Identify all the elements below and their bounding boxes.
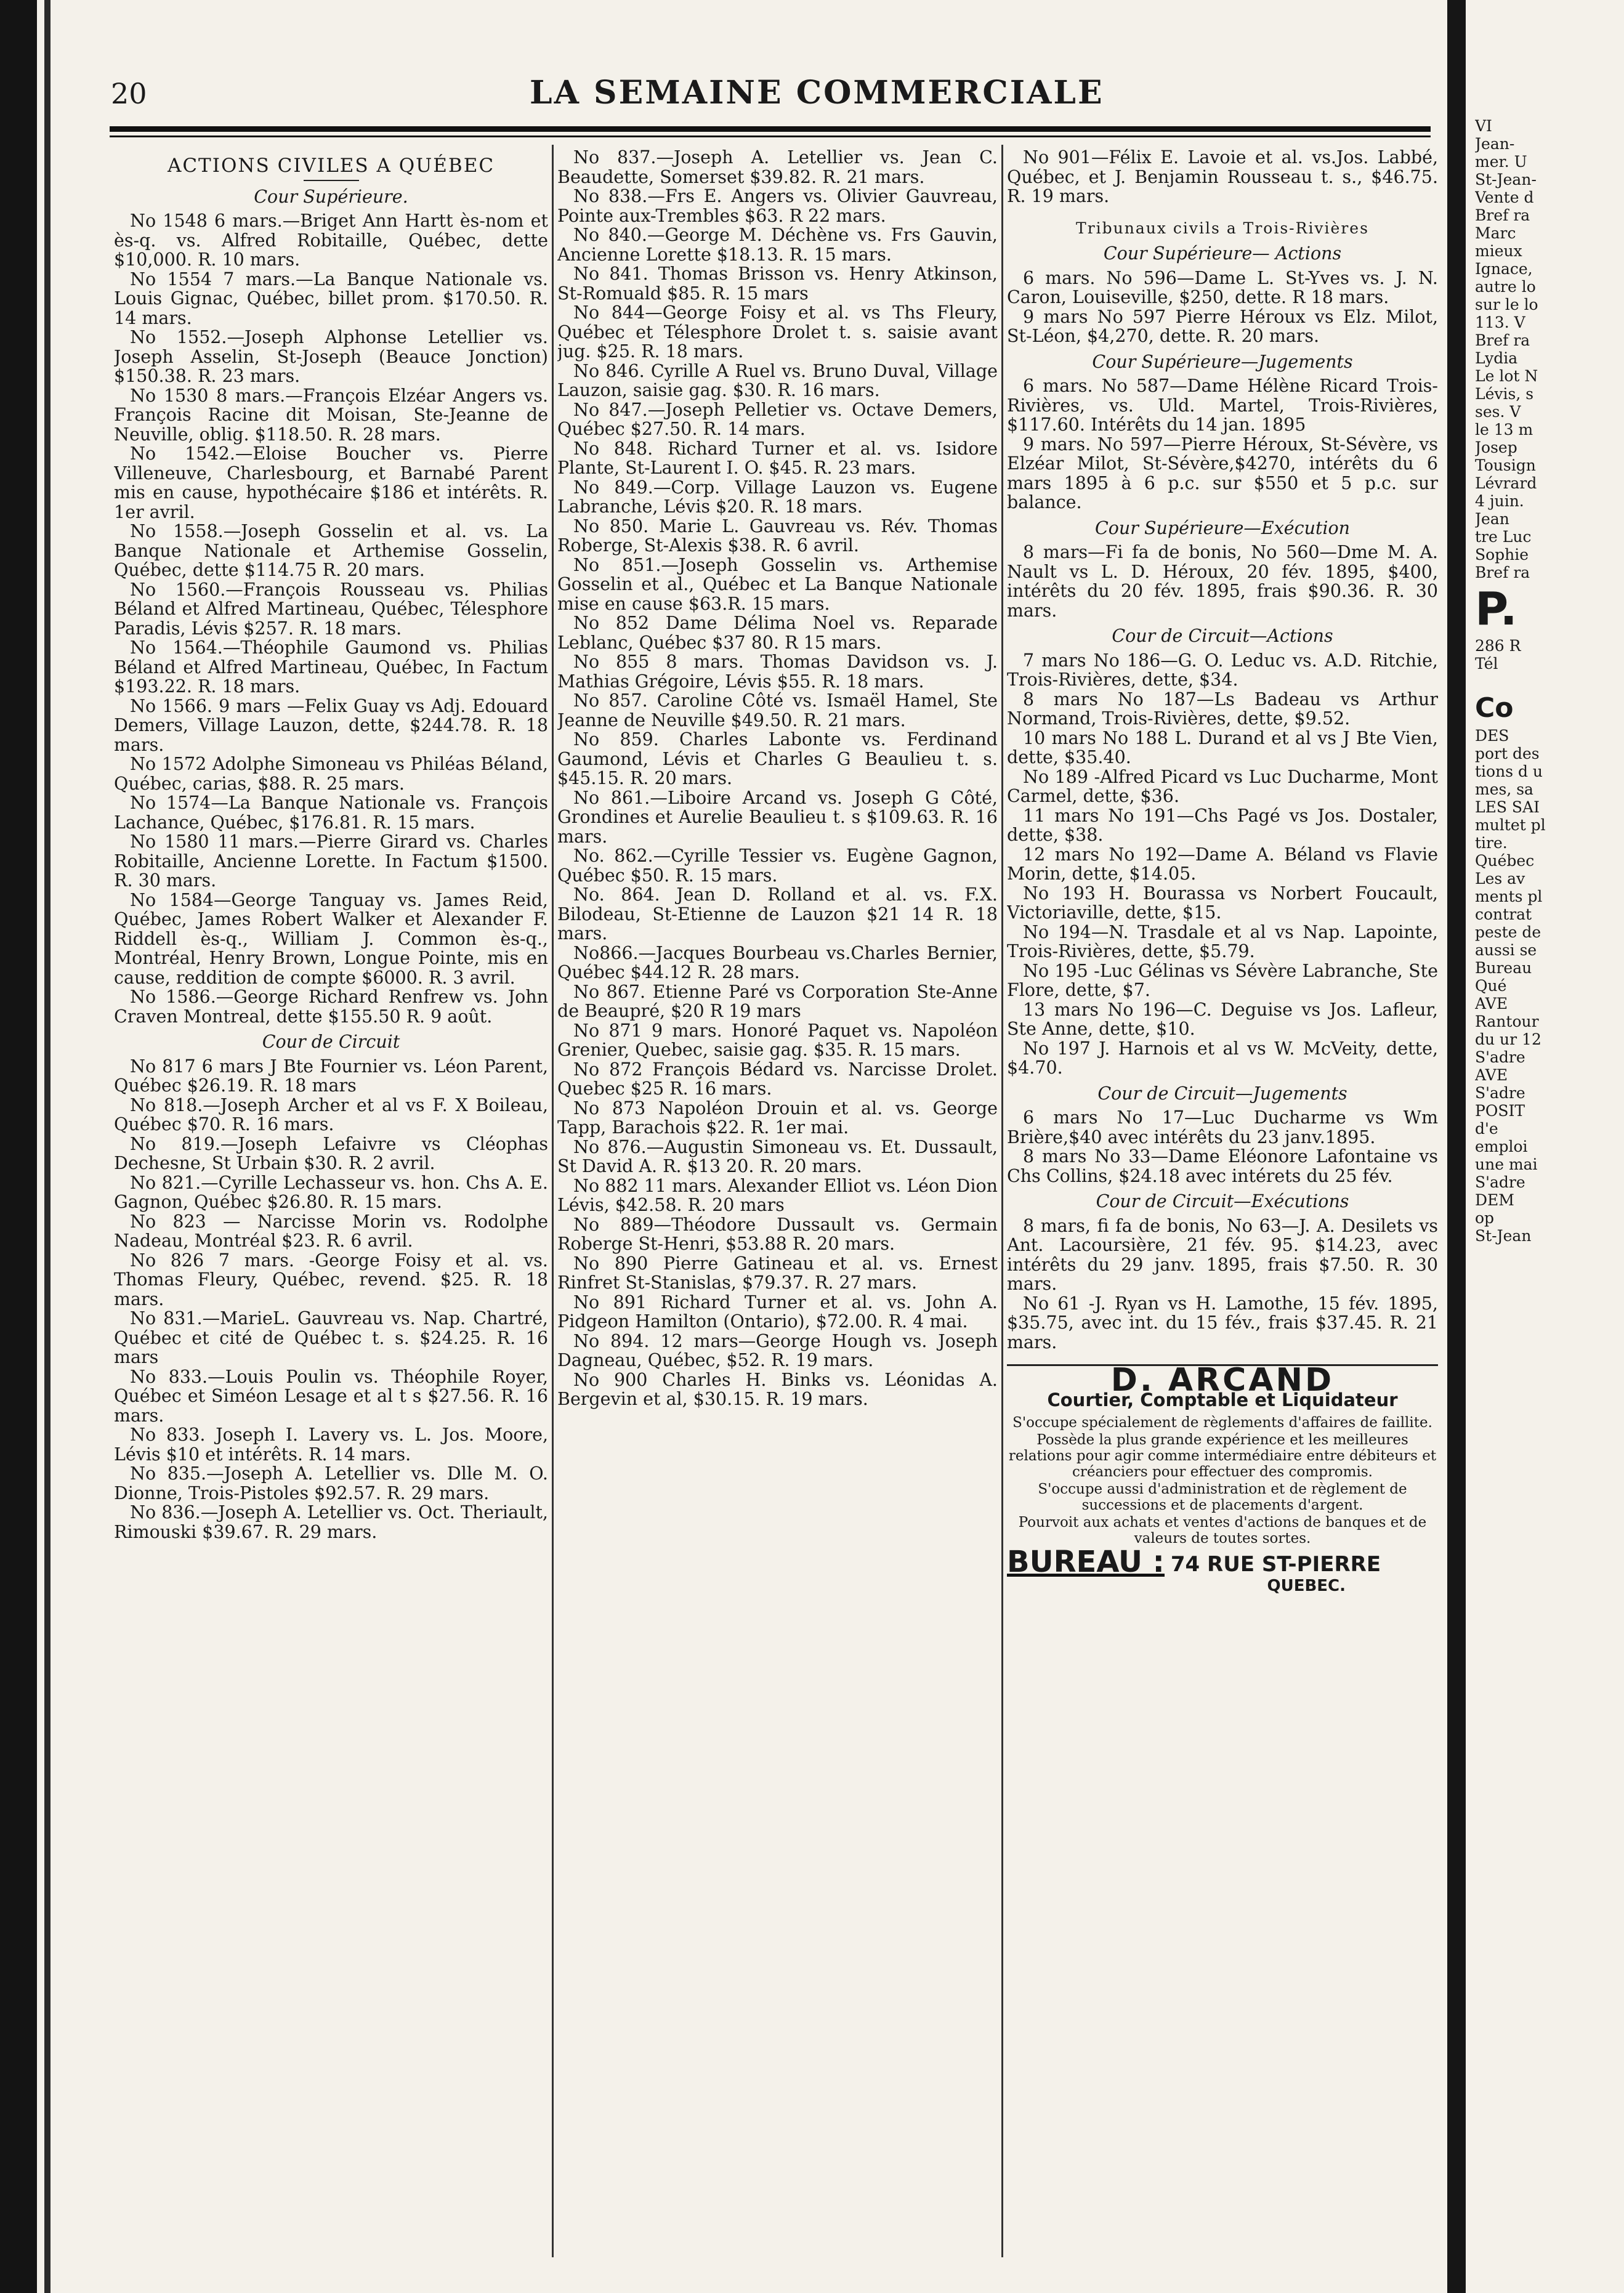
entries-circuit-executions	[1007, 1216, 1438, 1353]
case-entry: 8 mars No 33—Dame Eléonore Lafontaine vs Chs Collins, $24.18 avec intérets du 25 fév.	[1007, 1146, 1438, 1186]
page-gutter	[1447, 0, 1466, 2293]
case-entry: 10 mars No 188 L. Durand et al vs J Bte Vien, dette, $35.40.	[1007, 727, 1438, 767]
entries-sup-execution	[1007, 543, 1438, 620]
text-line: 4 juin.	[1475, 492, 1524, 510]
court-heading: Cour Supérieure—Jugements	[1092, 351, 1353, 372]
case-entry: No 861.—Liboire Arcand vs. Joseph G Côté, Grondines et Aurelie Beaulieu t. s $109.63. R. 16 mars.	[557, 787, 998, 847]
text-line: aussi se	[1475, 941, 1537, 959]
text-line: AVE	[1475, 995, 1508, 1013]
text-line: tre Luc	[1475, 528, 1532, 546]
text-line: Josep	[1475, 439, 1517, 456]
ad-name: D. ARCAND	[1110, 1362, 1335, 1399]
court-heading: Cour Supérieure.	[254, 186, 408, 207]
ad-city: QUEBEC.	[1267, 1576, 1346, 1595]
text-line: Jean	[1475, 510, 1509, 528]
text-line: DEM	[1475, 1191, 1514, 1209]
text-line: Les av	[1475, 870, 1525, 888]
case-entry: No 849.—Corp. Village Lauzon vs. Eugene Labranche, Lévis $20. R. 18 mars.	[557, 477, 998, 517]
case-entry: No 1586.—George Richard Renfrew vs. John Craven Montreal, dette $155.50 R. 9 août.	[114, 987, 548, 1027]
case-entry: No 823 — Narcisse Morin vs. Rodolphe Nadeau, Montréal $23. R. 6 avril.	[114, 1211, 548, 1251]
text-line: ments pl	[1475, 888, 1543, 905]
text-line: St-Jean	[1475, 1227, 1532, 1245]
column-divider	[1001, 145, 1003, 2257]
case-entry: No 826 7 mars. -George Foisy et al. vs. Thomas Fleury, Québec, revend. $25. R. 18 mars.	[114, 1250, 548, 1309]
case-entry: No 193 H. Bourassa vs Norbert Foucault, Victoriaville, dette, $15.	[1007, 883, 1438, 923]
case-entry: No 859. Charles Labonte vs. Ferdinand Gaumond, Lévis et Charles G Beaulieu t. s. $45.15. R. 20 mars.	[557, 729, 998, 788]
case-entry: No 846. Cyrille A Ruel vs. Bruno Duval, Village Lauzon, saisie gag. $30. R. 16 mars.	[557, 360, 998, 400]
text-line: tire.	[1475, 834, 1508, 852]
case-entry: No 1566. 9 mars —Felix Guay vs Adj. Edouard Demers, Village Lauzon, dette, $244.78. R. 18 mars.	[114, 695, 548, 755]
text-line: peste de	[1475, 923, 1541, 941]
case-entry: No 844—George Foisy et al. vs Ths Fleury, Québec et Télesphore Drolet t. s. saisie avant jug. $25. R. 18 mars.	[557, 302, 998, 362]
case-entry: No 1554 7 mars.—La Banque Nationale vs. Louis Gignac, Québec, billet prom. $170.50. R. 14 mars.	[114, 269, 548, 328]
adjacent-page-fragment	[1475, 117, 1624, 2260]
case-entry: No 1574—La Banque Nationale vs. François Lachance, Québec, $176.81. R. 15 mars.	[114, 793, 548, 833]
text-line: une mai	[1475, 1155, 1538, 1173]
case-entry: 6 mars. No 596—Dame L. St-Yves vs. J. N. Caron, Louiseville, $250, dette. R 18 mars.	[1007, 267, 1438, 307]
text-line: Sophie	[1475, 546, 1529, 564]
ad-address-row	[1007, 1545, 1438, 1579]
text-line: Jean-	[1475, 135, 1515, 153]
case-entry: No 873 Napoléon Drouin et al. vs. George Tapp, Barachois $22. R. 1er mai.	[557, 1098, 998, 1138]
case-entry: No 848. Richard Turner et al. vs. Isidore Plante, St-Laurent I. O. $45. R. 23 mars.	[557, 438, 998, 478]
case-entry: No 818.—Joseph Archer et al vs F. X Boileau, Québec $70. R. 16 mars.	[114, 1094, 548, 1134]
text-line: St-Jean-	[1475, 171, 1537, 188]
text-line: multet pl	[1475, 816, 1546, 834]
section-title-trois-rivieres: Tribunaux civils a Trois-Rivières	[1076, 219, 1369, 237]
case-entry: 6 mars. No 587—Dame Hélène Ricard Trois-Rivières, vs. Uld. Martel, Trois-Rivières, $117.60. Intérêts du 14 jan. 1895	[1007, 376, 1438, 435]
case-entry: No 847.—Joseph Pelletier vs. Octave Demers, Québec $27.50. R. 14 mars.	[557, 399, 998, 439]
case-entry: 8 mars—Fi fa de bonis, No 560—Dme M. A. Nault vs L. D. Héroux, 20 fév. 1895, $400, intérêts du 20 fév. 1895, frais $90.36. R. 30 mars.	[1007, 542, 1438, 621]
text-line: Marc	[1475, 224, 1516, 242]
fragment-text	[1475, 637, 1624, 673]
case-entry: No 840.—George M. Déchène vs. Frs Gauvin, Ancienne Lorette $18.13. R. 15 mars.	[557, 225, 998, 265]
fragment-gap	[1475, 673, 1624, 690]
text-line: 113. V	[1475, 313, 1525, 331]
case-entry: No 61 -J. Ryan vs H. Lamothe, 15 fév. 1895, $35.75, avec int. du 15 fév., frais $37.45. R. 21 mars.	[1007, 1293, 1438, 1353]
case-entry: No 900 Charles H. Binks vs. Léonidas A. Bergevin et al, $30.15. R. 19 mars.	[557, 1369, 998, 1409]
text-line: Rantour	[1475, 1013, 1539, 1030]
case-entry: No 195 -Luc Gélinas vs Sévère Labranche, Ste Flore, dette, $7.	[1007, 960, 1438, 1000]
text-line: mieux	[1475, 242, 1522, 260]
text-line: Bref ra	[1475, 331, 1530, 349]
text-line: Le lot N	[1475, 367, 1538, 385]
case-entry: No 1564.—Théophile Gaumond vs. Philias Béland et Alfred Martineau, Québec, In Factum $193.22. R. 18 mars.	[114, 637, 548, 697]
case-entry: No 1542.—Eloise Boucher vs. Pierre Villeneuve, Charlesbourg, et Barnabé Parent mis en cause, hypothécaire $186 et intérêts. R. 1er avril.	[114, 443, 548, 522]
text-line: tions d u	[1475, 762, 1543, 780]
text-line: sur le lo	[1475, 296, 1538, 313]
binding-shadow	[0, 0, 37, 2293]
case-entry: No 833. Joseph I. Lavery vs. L. Jos. Moore, Lévis $10 et intérêts. R. 14 mars.	[114, 1425, 548, 1465]
case-entry: No 857. Caroline Côté vs. Ismaël Hamel, Ste Jeanne de Neuville $49.50. R. 21 mars.	[557, 690, 998, 730]
case-entry: 13 mars No 196—C. Deguise vs Jos. Lafleur, Ste Anne, dette, $10.	[1007, 999, 1438, 1039]
text-line: VI	[1475, 117, 1492, 135]
court-heading: Cour de Circuit—Actions	[1112, 626, 1333, 646]
case-entry: No 817 6 mars J Bte Fournier vs. Léon Parent, Québec $26.19. R. 18 mars	[114, 1056, 548, 1096]
text-line: Lydia	[1475, 349, 1518, 367]
case-entry: No 867. Etienne Paré vs Corporation Ste-Anne de Beaupré, $20 R 19 mars	[557, 981, 998, 1021]
case-entry: 7 mars No 186—G. O. Leduc vs. A.D. Ritchie, Trois-Rivières, dette, $34.	[1007, 650, 1438, 690]
case-entry: No 841. Thomas Brisson vs. Henry Atkinson, St-Romuald $85. R. 15 mars	[557, 264, 998, 304]
case-entry: No 194—N. Trasdale et al vs Nap. Lapointe, Trois-Rivières, dette, $5.79.	[1007, 921, 1438, 961]
fragment-text	[1475, 727, 1624, 1245]
fragment-text	[1475, 117, 1624, 581]
text-line: LES SAI	[1475, 798, 1540, 816]
case-entry: No 901—Félix E. Lavoie et al. vs.Jos. Labbé, Québec, et J. Benjamin Rousseau t. s., $46.75. R. 19 mars.	[1007, 148, 1438, 206]
ad-bureau-label: BUREAU :	[1007, 1545, 1165, 1579]
case-entry: No 891 Richard Turner et al. vs. John A. Pidgeon Hamilton (Ontario), $72.00. R. 4 mai.	[557, 1292, 998, 1332]
masthead-title: LA SEMAINE COMMERCIALE	[530, 74, 1104, 111]
court-heading: Cour Supérieure—Exécution	[1094, 517, 1351, 538]
text-line: mes, sa	[1475, 780, 1533, 798]
column-divider	[552, 145, 554, 2257]
court-heading: Cour de Circuit	[262, 1032, 400, 1052]
case-entry: No 1572 Adolphe Simoneau vs Philéas Béland, Québec, carias, $88. R. 25 mars.	[114, 754, 548, 794]
fragment-heading: Co	[1475, 692, 1514, 724]
header-rule-thick	[110, 126, 1431, 132]
case-entry: 9 mars No 597 Pierre Héroux vs Elz. Milot, St-Léon, $4,270, dette. R. 20 mars.	[1007, 306, 1438, 346]
case-entry: No. 864. Jean D. Rolland et al. vs. F.X. Bilodeau, St-Etienne de Lauzon $21 14 R. 18 mars.	[557, 884, 998, 944]
page-number: 20	[111, 77, 147, 110]
case-entry: No 837.—Joseph A. Letellier vs. Jean C. Beaudette, Somerset $39.82. R. 21 mars.	[557, 148, 998, 187]
case-entry: No 836.—Joseph A. Letellier vs. Oct. Theriault, Rimouski $39.67. R. 29 mars.	[114, 1502, 548, 1542]
case-entry: No 1548 6 mars.—Briget Ann Hartt ès-nom et ès-q. vs. Alfred Robitaille, Québec, dette $10,000. R. 10 mars.	[114, 211, 548, 270]
case-entry: No 890 Pierre Gatineau et al. vs. Ernest Rinfret St-Stanislas, $79.37. R. 27 mars.	[557, 1253, 998, 1293]
text-line: Qué	[1475, 977, 1507, 995]
text-line: S'adre	[1475, 1173, 1525, 1191]
case-entry: No 1530 8 mars.—François Elzéar Angers vs. François Racine dit Moisan, Ste-Jeanne de Neuville, oblig. $118.50. R. 28 mars.	[114, 385, 548, 445]
case-entry: No 1580 11 mars.—Pierre Girard vs. Charles Robitaille, Ancienne Lorette. In Factum $1500. R. 30 mars.	[114, 831, 548, 891]
entries-circuit-jugements	[1007, 1108, 1438, 1186]
header-rule-thin	[110, 135, 1431, 137]
case-entry: No 1558.—Joseph Gosselin et al. vs. La Banque Nationale et Arthemise Gosselin, Québec, dette $114.75 R. 20 mars.	[114, 521, 548, 580]
case-entry: 6 mars No 17—Luc Ducharme vs Wm Brière,$40 avec intérêts du 23 janv.1895.	[1007, 1107, 1438, 1147]
binding-shadow-inner	[44, 0, 50, 2293]
text-line: AVE	[1475, 1066, 1508, 1084]
case-entry: No 189 -Alfred Picard vs Luc Ducharme, Mont Carmel, dette, $36.	[1007, 766, 1438, 806]
entries-superieure-quebec	[114, 211, 548, 1026]
case-entry: No 821.—Cyrille Lechasseur vs. hon. Chs A. E. Gagnon, Québec $26.80. R. 15 mars.	[114, 1172, 548, 1212]
text-line: S'adre	[1475, 1084, 1525, 1102]
text-line: mer. U	[1475, 153, 1527, 171]
text-line: Bureau	[1475, 959, 1532, 977]
case-entry: No 838.—Frs E. Angers vs. Olivier Gauvreau, Pointe aux-Trembles $63. R 22 mars.	[557, 186, 998, 226]
text-line: du ur 12	[1475, 1030, 1541, 1048]
court-heading: Cour de Circuit—Jugements	[1097, 1083, 1347, 1104]
text-line: Québec	[1475, 852, 1535, 870]
text-line: Pourvoit aux achats et ventes d'actions de banques et de valeurs de toutes sortes.	[1018, 1515, 1427, 1547]
column-2	[557, 148, 998, 2254]
text-line: autre lo	[1475, 278, 1536, 296]
case-entry: No 1552.—Joseph Alphonse Letellier vs. Joseph Asselin, St-Joseph (Beauce Jonction) $150.38. R. 23 mars.	[114, 327, 548, 386]
text-line: DES	[1475, 727, 1509, 745]
text-line: emploi	[1475, 1138, 1528, 1155]
case-entry: No 876.—Augustin Simoneau vs. Et. Dussault, St David A. R. $13 20. R. 20 mars.	[557, 1136, 998, 1176]
case-entry: No 1584—George Tanguay vs. James Reid, Québec, James Robert Walker et Alexander F. Riddell ès-q., William J. Common ès-q., Montréal, Henry Brown, Longue Pointe, mis en cause, reddition de compte $6000. R. 3 avril.	[114, 889, 548, 988]
case-entry: 8 mars No 187—Ls Badeau vs Arthur Normand, Trois-Rivières, dette, $9.52.	[1007, 689, 1438, 729]
text-line: port des	[1475, 745, 1540, 762]
case-entry: No866.—Jacques Bourbeau vs.Charles Bernier, Québec $44.12 R. 28 mars.	[557, 942, 998, 982]
advertisement-arcand	[1007, 1364, 1438, 1596]
case-entry: No. 862.—Cyrille Tessier vs. Eugène Gagnon, Québec $50. R. 15 mars.	[557, 846, 998, 886]
text-line: S'occupe aussi d'administration et de règlement de successions et de placements d'argent.	[1038, 1481, 1407, 1513]
text-line: ses. V	[1475, 403, 1521, 421]
case-entry: No 831.—MarieL. Gauvreau vs. Nap. Chartré, Québec et cité de Québec t. s. $24.25. R. 16 mars	[114, 1308, 548, 1367]
case-entry: No 871 9 mars. Honoré Paquet vs. Napoléon Grenier, Quebec, saisie gag. $35. R. 15 mars.	[557, 1020, 998, 1060]
case-entry: No 872 François Bédard vs. Narcisse Drolet. Quebec $25 R. 16 mars.	[557, 1059, 998, 1099]
ad-role: Courtier, Comptable et Liquidateur	[1047, 1389, 1398, 1410]
case-entry: No 1560.—François Rousseau vs. Philias Béland et Alfred Martineau, Québec, Télesphore Paradis, Lévis $257. R. 18 mars.	[114, 579, 548, 639]
case-entry: 12 mars No 192—Dame A. Béland vs Flavie Morin, dette, $14.05.	[1007, 844, 1438, 884]
text-line: Bref ra	[1475, 206, 1530, 224]
case-entry: No 851.—Joseph Gosselin vs. Arthemise Gosselin et al., Québec et La Banque Nationale mise en cause $63.R. 15 mars.	[557, 554, 998, 614]
text-line: le 13 m	[1475, 421, 1533, 439]
case-entry: No 850. Marie L. Gauvreau vs. Rév. Thomas Roberge, St-Alexis $38. R. 6 avril.	[557, 516, 998, 556]
text-line: Possède la plus grande expérience et les meilleures relations pour agir comme intermédiaire entre débiteurs et créanciers pour effectuer des compromis.	[1008, 1432, 1437, 1480]
court-heading: Cour Supérieure— Actions	[1103, 243, 1342, 264]
entries-circuit-quebec-cont	[557, 148, 998, 1409]
fragment-headline: P.	[1475, 583, 1517, 636]
case-entry: 11 mars No 191—Chs Pagé vs Jos. Dostaler, dette, $38.	[1007, 805, 1438, 845]
text-line: Vente d	[1475, 188, 1534, 206]
text-line: Lévrard	[1475, 474, 1537, 492]
case-entry: No 835.—Joseph A. Letellier vs. Dlle M. O. Dionne, Trois-Pistoles $92.57. R. 29 mars.	[114, 1463, 548, 1503]
ad-description	[1007, 1415, 1438, 1547]
title-rule	[304, 180, 359, 181]
case-entry: No 889—Théodore Dussault vs. Germain Roberge St-Henri, $53.88 R. 20 mars.	[557, 1214, 998, 1254]
text-line: Tousign	[1475, 456, 1536, 474]
text-line: Ignace,	[1475, 260, 1533, 278]
text-line: op	[1475, 1209, 1495, 1227]
text-line: Bref ra	[1475, 564, 1530, 581]
entries-circuit-quebec	[114, 1057, 548, 1542]
text-line: 286 R	[1475, 637, 1521, 655]
text-line: d'e	[1475, 1120, 1498, 1138]
entries-sup-jugements	[1007, 376, 1438, 512]
case-entry: No 833.—Louis Poulin vs. Théophile Royer, Québec et Siméon Lesage et al t s $27.56. R. 16 mars.	[114, 1366, 548, 1426]
case-entry: No 882 11 mars. Alexander Elliot vs. Léon Dion Lévis, $42.58. R. 20 mars	[557, 1175, 998, 1215]
court-heading: Cour de Circuit—Exécutions	[1096, 1191, 1349, 1211]
entries-sup-actions	[1007, 269, 1438, 346]
text-line: S'occupe spécialement de règlements d'affaires de faillite.	[1012, 1415, 1432, 1431]
case-entry: 9 mars. No 597—Pierre Héroux, St-Sévère, vs Elzéar Milot, St-Sévère,$4270, intérêts du 6 mars 1895 à 6 p.c. sur $550 et 5 p.c. sur balance.	[1007, 434, 1438, 512]
case-entry: No 852 Dame Délima Noel vs. Reparade Leblanc, Québec $37 80. R 15 mars.	[557, 613, 998, 653]
ad-address: 74 RUE ST-PIERRE	[1170, 1551, 1381, 1577]
case-entry: No 894. 12 mars—George Hough vs. Joseph Dagneau, Québec, $52. R. 19 mars.	[557, 1330, 998, 1370]
text-line: POSIT	[1475, 1102, 1525, 1120]
case-entry: No 197 J. Harnois et al vs W. McVeity, dette, $4.70.	[1007, 1038, 1438, 1078]
text-line: Tél	[1475, 655, 1498, 673]
text-line: S'adre	[1475, 1048, 1525, 1066]
section-title-quebec: ACTIONS CIVILES A QUÉBEC	[167, 155, 495, 177]
case-entry: No 855 8 mars. Thomas Davidson vs. J. Mathias Grégoire, Lévis $55. R. 18 mars.	[557, 652, 998, 692]
column-1	[114, 148, 548, 2254]
text-line: Lévis, s	[1475, 385, 1534, 403]
case-entry: No 819.—Joseph Lefaivre vs Cléophas Dechesne, St Urbain $30. R. 2 avril.	[114, 1133, 548, 1173]
entries-circuit-actions	[1007, 651, 1438, 1078]
text-line: contrat	[1475, 905, 1532, 923]
case-entry: 8 mars, fi fa de bonis, No 63—J. A. Desilets vs Ant. Lacoursière, 21 fév. 95. $14.23, avec intérêts du 29 janv. 1895, frais $7.50. R. 30 mars.	[1007, 1215, 1438, 1294]
column-3	[1007, 148, 1438, 2254]
